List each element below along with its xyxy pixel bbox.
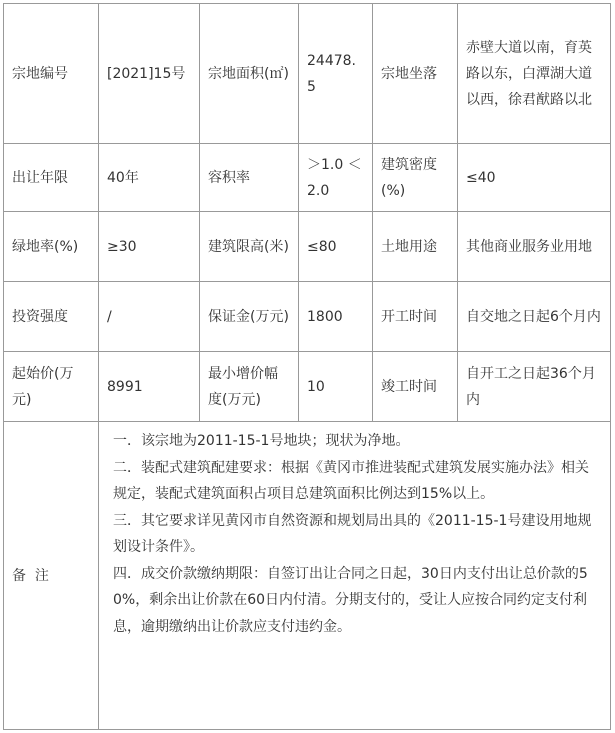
- plot-ratio-value: ＞1.0 ＜2.0: [299, 144, 373, 212]
- table-row: [4, 422, 611, 730]
- start-time-value: 自交地之日起6个月内: [458, 282, 611, 352]
- parcel-area-label: 宗地面积(㎡): [200, 4, 299, 144]
- land-use-value: 其他商业服务业用地: [458, 212, 611, 282]
- parcel-area-value: 24478.5: [299, 4, 373, 144]
- starting-price-label: 起始价(万元): [4, 352, 99, 422]
- building-density-label: 建筑密度(%): [373, 144, 458, 212]
- plot-ratio-label: 容积率: [200, 144, 299, 212]
- remarks-label: 备 注: [4, 422, 99, 730]
- green-ratio-value: ≥30: [99, 212, 200, 282]
- investment-intensity-label: 投资强度: [4, 282, 99, 352]
- start-time-label: 开工时间: [373, 282, 458, 352]
- building-density-value: ≤40: [458, 144, 611, 212]
- height-limit-value: ≤80: [299, 212, 373, 282]
- green-ratio-label: 绿地率(%): [4, 212, 99, 282]
- deposit-value: 1800: [299, 282, 373, 352]
- table-row: [4, 352, 611, 422]
- min-increment-label: 最小增价幅度(万元): [200, 352, 299, 422]
- min-increment-value: 10: [299, 352, 373, 422]
- completion-time-label: 竣工时间: [373, 352, 458, 422]
- land-use-label: 土地用途: [373, 212, 458, 282]
- remarks-content: [99, 422, 611, 730]
- parcel-location-label: 宗地坐落: [373, 4, 458, 144]
- investment-intensity-value: /: [99, 282, 200, 352]
- remark-item: 四．成交价款缴纳期限：自签订出让合同之日起，30日内支付出让总价款的50%，剩余出让价款在60日内付清。分期支付的，受让人应按合同约定支付利息，逾期缴纳出让价款应支付违约金。: [113, 565, 588, 635]
- parcel-location-value: 赤壁大道以南，育英路以东，白潭湖大道以西，徐君猷路以北: [458, 4, 611, 144]
- parcel-id-label: 宗地编号: [4, 4, 99, 144]
- deposit-label: 保证金(万元): [200, 282, 299, 352]
- land-parcel-table: [3, 3, 611, 730]
- starting-price-value: 8991: [99, 352, 200, 422]
- table-row: [4, 144, 611, 212]
- remark-item: 二．装配式建筑配建要求：根据《黄冈市推进装配式建筑发展实施办法》相关规定，装配式建筑面积占项目总建筑面积比例达到15%以上。: [113, 459, 589, 502]
- lease-term-value: 40年: [99, 144, 200, 212]
- lease-term-label: 出让年限: [4, 144, 99, 212]
- table-row: [4, 212, 611, 282]
- table-row: [4, 4, 611, 144]
- height-limit-label: 建筑限高(米): [200, 212, 299, 282]
- parcel-id-value: [2021]15号: [99, 4, 200, 144]
- remark-item: 一．该宗地为2011-15-1号地块；现状为净地。: [113, 433, 410, 449]
- completion-time-value: 自开工之日起36个月内: [458, 352, 611, 422]
- table-row: [4, 282, 611, 352]
- remark-item: 三．其它要求详见黄冈市自然资源和规划局出具的《2011-15-1号建设用地规划设计条件》。: [113, 512, 592, 555]
